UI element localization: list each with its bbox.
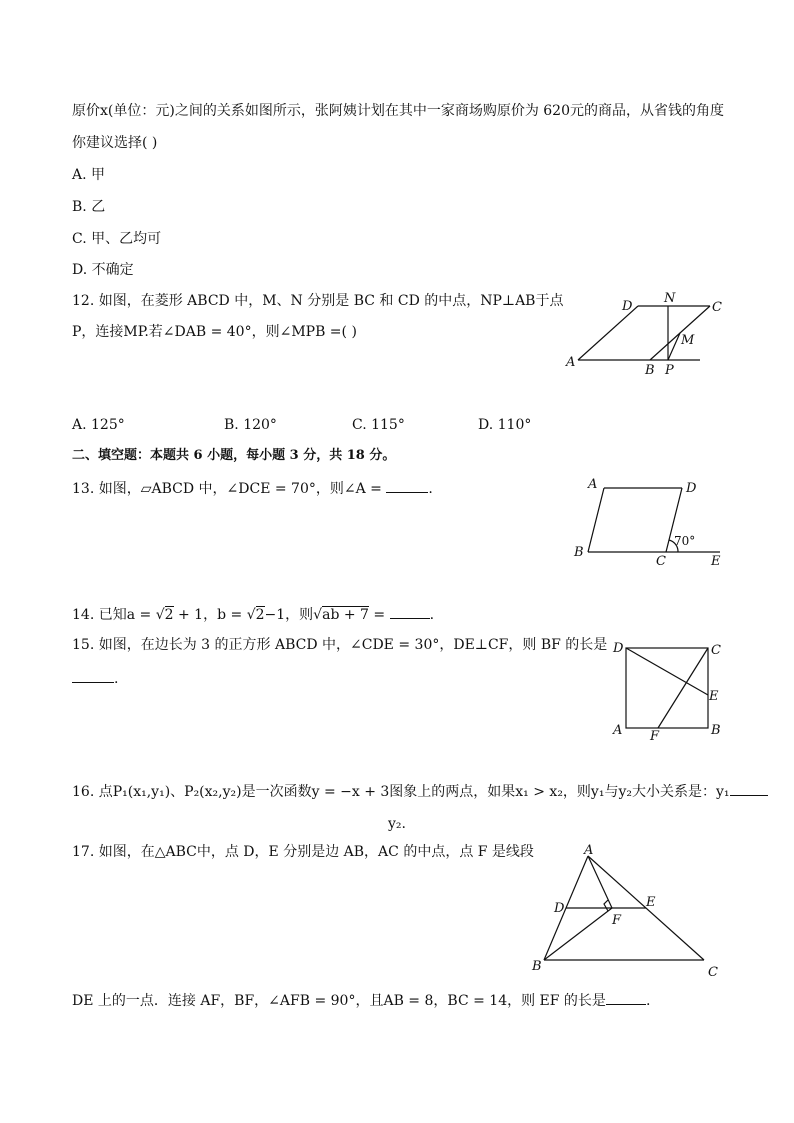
sqrt-icon: √ [155,607,165,623]
label-f: F [650,729,660,744]
label-d: D [622,299,633,314]
segment-de [626,648,708,695]
segment-mp [668,333,680,360]
q13-answer-blank[interactable] [386,478,428,493]
q11-option-a: A. 甲 [72,167,106,183]
q11-line2: 你建议选择( ) [72,135,158,151]
side-ab [588,488,604,552]
q14-part-c: −1，则 [264,607,314,623]
label-e: E [709,689,719,704]
label-c: C [712,300,722,315]
label-p: P [665,363,674,378]
q15-line2 [72,668,118,688]
q11-line1: 原价x(单位：元)之间的关系如图所示，张阿姨计划在其中一家商场购原价为 620元的商品，从省钱的角度 [72,103,724,119]
q14-part-a: 14. 已知a = [72,607,156,623]
q12-option-a: A. 125° [72,417,125,433]
q17-line2-wrap [72,990,650,1010]
angle-label: 70° [674,534,696,548]
side-ad [578,306,638,360]
label-a: A [613,723,623,738]
q17-line2: DE 上的一点．连接 AF，BF，∠AFB = 90°，且AB = 8，BC = 14，则 EF 的长是 [72,993,606,1009]
label-c: C [708,965,718,980]
label-m: M [681,333,695,348]
q12-line2: P，连接MP.若∠DAB = 40°，则∠MPB =( ) [72,324,357,340]
q14-radicand-a: 2 [164,607,174,623]
label-d: D [686,481,697,496]
section-heading: 二、填空题：本题共 6 小题，每小题 3 分，共 18 分。 [72,448,396,463]
label-d: D [554,901,565,916]
q15-answer-blank[interactable] [72,668,114,683]
q12-option-d: D. 110° [478,417,532,433]
label-b: B [532,959,542,974]
q13-prompt: 13. 如图，▱ABCD 中，∠DCE = 70°，则∠A = [72,481,382,497]
q13-parallelogram-figure [568,472,728,572]
q11-option-b: B. 乙 [72,199,106,215]
right-angle-mark [604,900,608,911]
q14-radicand-b: 2 [255,607,265,623]
label-c: C [656,554,666,569]
label-b: B [574,545,584,560]
q16-line2: y₂. [388,816,406,832]
label-b: B [645,363,655,378]
q13-text [72,478,433,498]
q13-end: . [428,481,433,497]
label-a: A [584,843,594,858]
q15-end: . [114,671,119,687]
q11-option-d: D. 不确定 [72,262,134,278]
q17-triangle-figure [526,842,726,982]
q12-option-c: C. 115° [352,417,405,433]
q14-part-d: = [368,607,386,623]
segment-af [588,856,612,908]
q17-line1: 17. 如图，在△ABC中，点 D，E 分别是边 AB，AC 的中点，点 F 是线段 [72,844,534,860]
q14-radicand-c: ab + 7 [322,607,369,623]
label-a: A [588,477,598,492]
label-a: A [566,355,576,370]
label-b: B [711,723,721,738]
q16-line1: 16. 点P₁(x₁,y₁)、P₂(x₂,y₂)是一次函数y = −x + 3图象上的两点，如果x₁ > x₂，则y₁与y₂大小关系是：y₁ [72,784,730,800]
q14-part-b: + 1，b = [173,607,247,623]
q12-rhombus-figure [560,290,720,380]
q14-text [72,604,434,624]
q16-answer-blank[interactable] [730,781,768,796]
segment-cf [658,648,708,728]
q11-option-c: C. 甲、乙均可 [72,231,162,247]
q14-end: . [429,607,435,623]
label-d: D [613,641,624,656]
q12-line1: 12. 如图，在菱形 ABCD 中，M、N 分别是 BC 和 CD 的中点，NP⊥AB于点 [72,293,564,309]
sqrt-icon: √ [313,607,323,623]
label-n: N [664,291,676,306]
q12-option-b: B. 120° [224,417,277,433]
label-e: E [646,895,656,910]
label-f: F [612,913,622,928]
q15-square-figure [608,638,728,742]
q17-answer-blank[interactable] [606,990,646,1005]
q16-line1-wrap [72,781,768,801]
label-c: C [711,643,721,658]
q17-end: . [645,993,651,1009]
q14-answer-blank[interactable] [390,604,430,619]
sqrt-icon: √ [246,607,256,623]
label-e: E [711,554,721,569]
q15-line1: 15. 如图，在边长为 3 的正方形 ABCD 中，∠CDE = 30°，DE⊥CF，则 BF 的长是 [72,637,608,653]
